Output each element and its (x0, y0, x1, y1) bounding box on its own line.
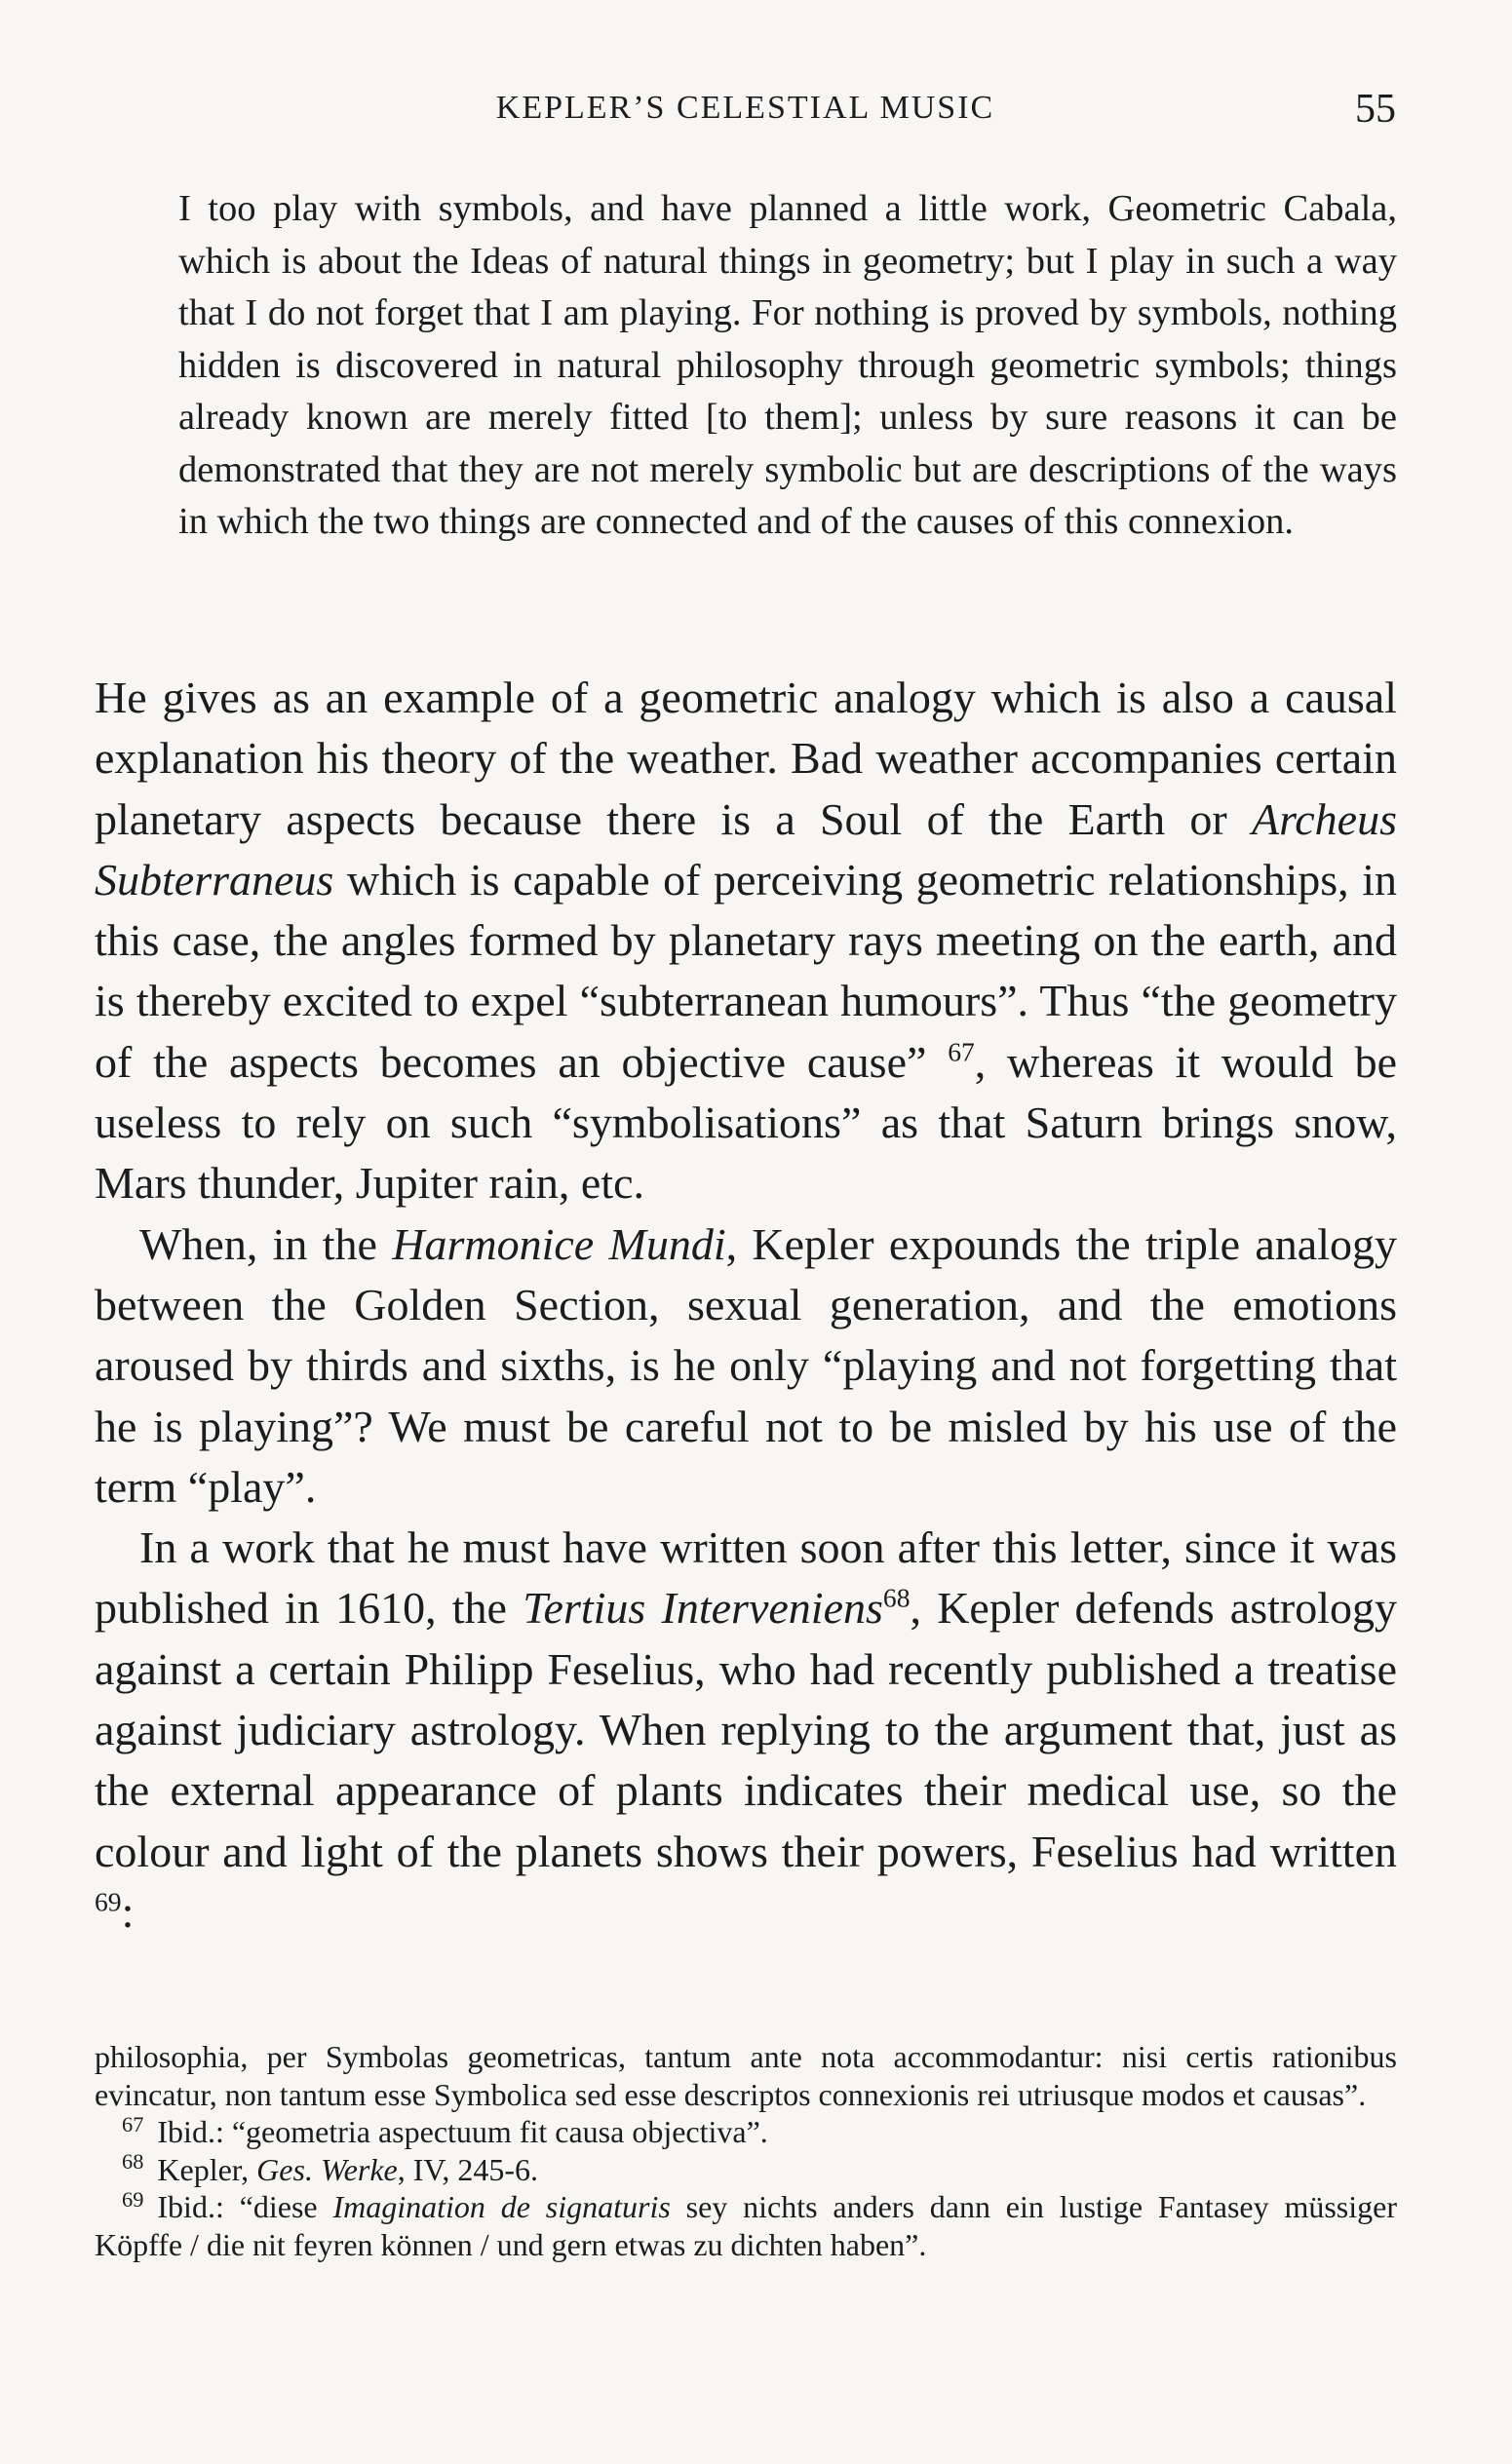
paragraph-text: which is capable of perceiving geometric relationships, in this case, the angles formed by planetary rays meeting on the earth, and is thereby excited to expel “subterranean humours”. Thus “the geometry of the aspects becomes an objective cause” (95, 854, 1397, 1087)
footnote-text: Ibid.: “diese (157, 2189, 333, 2225)
footnote-ref-68: 68 (882, 1583, 911, 1614)
footnote-ref-69: 69 (95, 1886, 122, 1917)
footnote-number: 67 (122, 2111, 144, 2137)
italic-title: Archeus Subterraneus (95, 793, 1397, 905)
footnotes (95, 2038, 1397, 2264)
paragraph-text: , Kepler expounds the triple analogy between the Golden Section, sexual generation, and the emotions aroused by thirds and sixths, is he only “playing and not forgetting that he is playing”? We must be careful not to be misled by his use of the term “play”. (95, 1218, 1398, 1512)
italic-title: Harmonice Mundi (392, 1218, 726, 1269)
running-title: KEPLER’S CELESTIAL MUSIC (495, 90, 995, 126)
footnote-continuation: philosophia, per Symbolas geometricas, tantum ante nota accommodantur: nisi certis rationibus evincatur, non tantum esse Symbolica sed esse descriptos connexionis rei utriusque modos et causas”. (95, 2039, 1397, 2112)
paragraph-text: , whereas it would be useless to rely on such “symbolisations” as that Saturn brings snow, Mars thunder, Jupiter rain, etc. (95, 1036, 1397, 1209)
footnote-ref-67: 67 (948, 1036, 975, 1067)
footnote-69 (95, 2188, 1397, 2263)
footnote-text: , IV, 245-6. (397, 2151, 539, 2187)
footnote-text: sey nichts anders dann ein lustige Fantasey müssiger Köpffe / die nit feyren können / und gern etwas zu dichten haben”. (95, 2189, 1398, 2262)
block-quote-text: I too play with symbols, and have planned a little work, Geometric Cabala, which is about the Ideas of natural things in geometry; but I play in such a way that I do not forget that I am playing. For nothing is proved by symbols, nothing hidden is discovered in natural philosophy through geometric symbols; things already known are merely fitted [to them]; unless by sure reasons it can be demonstrated that they are not merely symbolic but are descriptions of the ways in which the two things are connected and of the causes of this connexion. (178, 188, 1397, 542)
footnote-67 (95, 2113, 1397, 2151)
footnote-number: 69 (122, 2186, 144, 2212)
footnote-text: Ibid.: “geometria aspectuum fit causa objectiva”. (157, 2114, 768, 2150)
footnote-number: 68 (122, 2149, 144, 2175)
paragraph-harmonice (95, 1214, 1397, 1518)
paragraph-tertius (95, 1518, 1397, 1943)
italic-title: Tertius Interveniens (523, 1583, 883, 1634)
paragraph-text: In a work that he must have written soon after this letter, since it was published in 1610, the (95, 1522, 1397, 1634)
paragraph-text: When, in the (139, 1218, 393, 1269)
page-number: 55 (1355, 87, 1396, 132)
paragraph-text: , Kepler defends astrology against a certain Philipp Feselius, who had recently published a treatise against judiciary astrology. When replying to the argument that, just as the external appearance of plants indicates their medical use, so the colour and light of the planets shows their powers, Feselius had written (95, 1583, 1398, 1876)
page-header (95, 86, 1396, 136)
paragraph-weather (95, 668, 1397, 1214)
italic-title: Imagination de signaturis (332, 2189, 671, 2225)
body-text (95, 668, 1397, 1943)
footnote-68 (95, 2151, 1397, 2189)
paragraph-text: : (121, 1886, 135, 1937)
italic-title: Ges. Werke (256, 2151, 398, 2187)
paragraph-text: He gives as an example of a geometric analogy which is also a causal explanation his theory of the weather. Bad weather accompanies certain planetary aspects because there is a Soul of the Earth or (95, 673, 1397, 844)
footnote-text: Kepler, (157, 2151, 257, 2187)
block-quote (178, 183, 1397, 549)
